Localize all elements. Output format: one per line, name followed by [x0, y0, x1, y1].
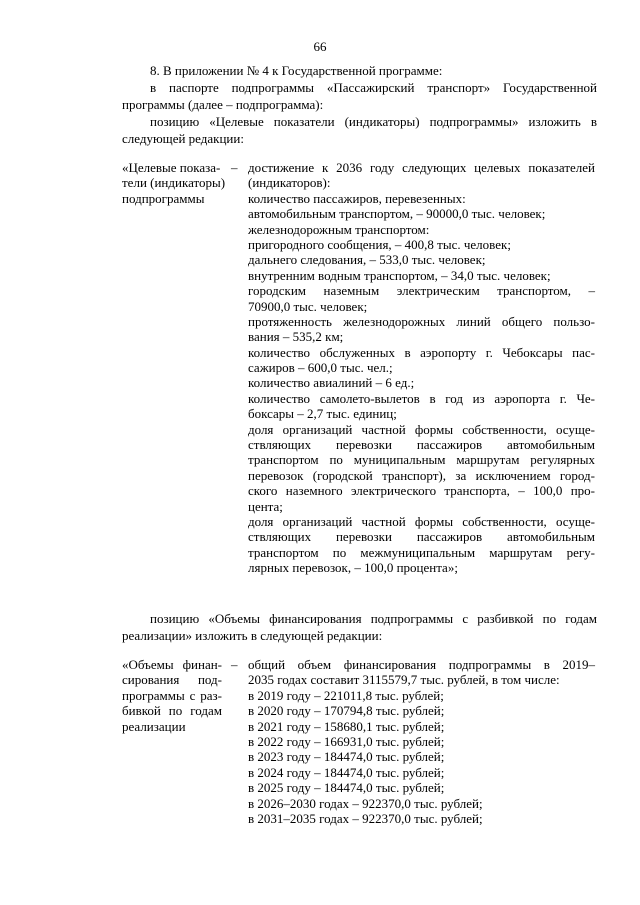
section1-line: вания – 535,2 км; — [248, 329, 344, 345]
section1-line: транспортом по муниципальным маршрутам регулярных — [248, 452, 595, 468]
middle-line-1: позицию «Объемы финансирования подпрограммы с разбивкой по годам — [150, 611, 597, 626]
section1-line: количество пассажиров, перевезенных: — [248, 190, 466, 206]
section1-line: количество самолето-вылетов в год из аэропорта г. Че- — [248, 390, 595, 406]
section1-content — [248, 160, 595, 576]
section1-line: протяженность железнодорожных линий общего пользо- — [248, 313, 595, 329]
section1-line: боксары – 2,7 тыс. единиц; — [248, 406, 397, 422]
section1-dash: – — [231, 160, 238, 175]
section1-line: пригородного сообщения, – 400,8 тыс. человек; — [248, 236, 511, 252]
section1-line: количество авиалиний – 6 ед.; — [248, 375, 415, 391]
section2-label-line: бивкой по годам — [122, 703, 222, 719]
intro-line-3a: позицию «Целевые показатели (индикаторы) подпрограммы» изложить в — [150, 114, 597, 129]
section1-line: ствляющих перевозки пассажиров автомобильным — [248, 529, 595, 545]
section1-line: автомобильным транспортом, – 90000,0 тыс. человек; — [248, 206, 546, 222]
section1-line: (индикаторов): — [248, 175, 331, 191]
section2-content — [248, 657, 595, 826]
section2-line: общий объем финансирования подпрограммы в 2019– — [248, 657, 595, 672]
section1-line: дальнего следования, – 533,0 тыс. человек; — [248, 252, 486, 268]
section1-line: городским наземным электрическим транспортом, – — [248, 283, 595, 299]
section2-line: в 2020 году – 170794,8 тыс. рублей; — [248, 703, 445, 719]
section1-label-line: подпрограммы — [122, 190, 205, 206]
section2-label-line: программы с раз- — [122, 687, 222, 703]
intro-line-3b: следующей редакции: — [122, 131, 244, 146]
section1-line: сажиров – 600,0 тыс. чел.; — [248, 360, 393, 376]
section2-line: в 2026–2030 годах – 922370,0 тыс. рублей; — [248, 795, 483, 811]
section1-label — [122, 160, 226, 206]
section1-line: доля организаций частной формы собственности, осуще- — [248, 513, 595, 529]
section1-line: доля организаций частной формы собственности, осуще- — [248, 421, 595, 437]
section1-line: цента; — [248, 498, 283, 514]
section2-line: в 2019 году – 221011,8 тыс. рублей; — [248, 687, 444, 703]
section1-label-line: тели (индикаторы) — [122, 175, 226, 191]
section2-label-line: «Объемы финан- — [122, 657, 222, 672]
section2-line: в 2023 году – 184474,0 тыс. рублей; — [248, 749, 445, 765]
section2-line: в 2021 году – 158680,1 тыс. рублей; — [248, 718, 445, 734]
section1-line: лярных перевозок, – 100,0 процента»; — [248, 560, 458, 576]
section1-line: перевозок (городской транспорт), за исключением город- — [248, 467, 595, 483]
section1-label-line: «Целевые показа- — [122, 160, 221, 175]
section2-line: в 2025 году – 184474,0 тыс. рублей; — [248, 780, 445, 796]
intro-line-1: 8. В приложении № 4 к Государственной программе: — [150, 63, 443, 78]
intro-line-2b: программы (далее – подпрограмма): — [122, 97, 324, 112]
section1-line: достижение к 2036 году следующих целевых показателей — [248, 160, 595, 175]
section2-label-line: реализации — [122, 718, 186, 734]
middle-line-2: реализации» изложить в следующей редакции: — [122, 628, 383, 643]
section2-line: в 2024 году – 184474,0 тыс. рублей; — [248, 764, 445, 780]
section1-line: внутренним водным транспортом, – 34,0 тыс. человек; — [248, 267, 551, 283]
section1-line: 70900,0 тыс. человек; — [248, 298, 368, 314]
section2-label-line: сирования под- — [122, 672, 222, 688]
section1-line: транспортом по межмуниципальным маршрутам регу- — [248, 544, 595, 560]
section1-line: железнодорожным транспортом: — [248, 221, 430, 237]
section2-line: в 2022 году – 166931,0 тыс. рублей; — [248, 733, 445, 749]
section1-line: ского наземного электрического транспорта, – 100,0 про- — [248, 483, 595, 499]
section2-label — [122, 657, 222, 734]
page-number: 66 — [313, 39, 327, 54]
section1-line: количество обслуженных в аэропорту г. Чебоксары пас- — [248, 344, 595, 360]
section2-line: 2035 годах составит 3115579,7 тыс. рублей, в том числе: — [248, 672, 560, 688]
section1-line: ствляющих перевозки пассажиров автомобильным — [248, 437, 595, 453]
section2-dash: – — [231, 657, 238, 672]
intro-line-2a: в паспорте подпрограммы «Пассажирский транспорт» Государственной — [150, 80, 597, 95]
section2-line: в 2031–2035 годах – 922370,0 тыс. рублей; — [248, 810, 483, 826]
